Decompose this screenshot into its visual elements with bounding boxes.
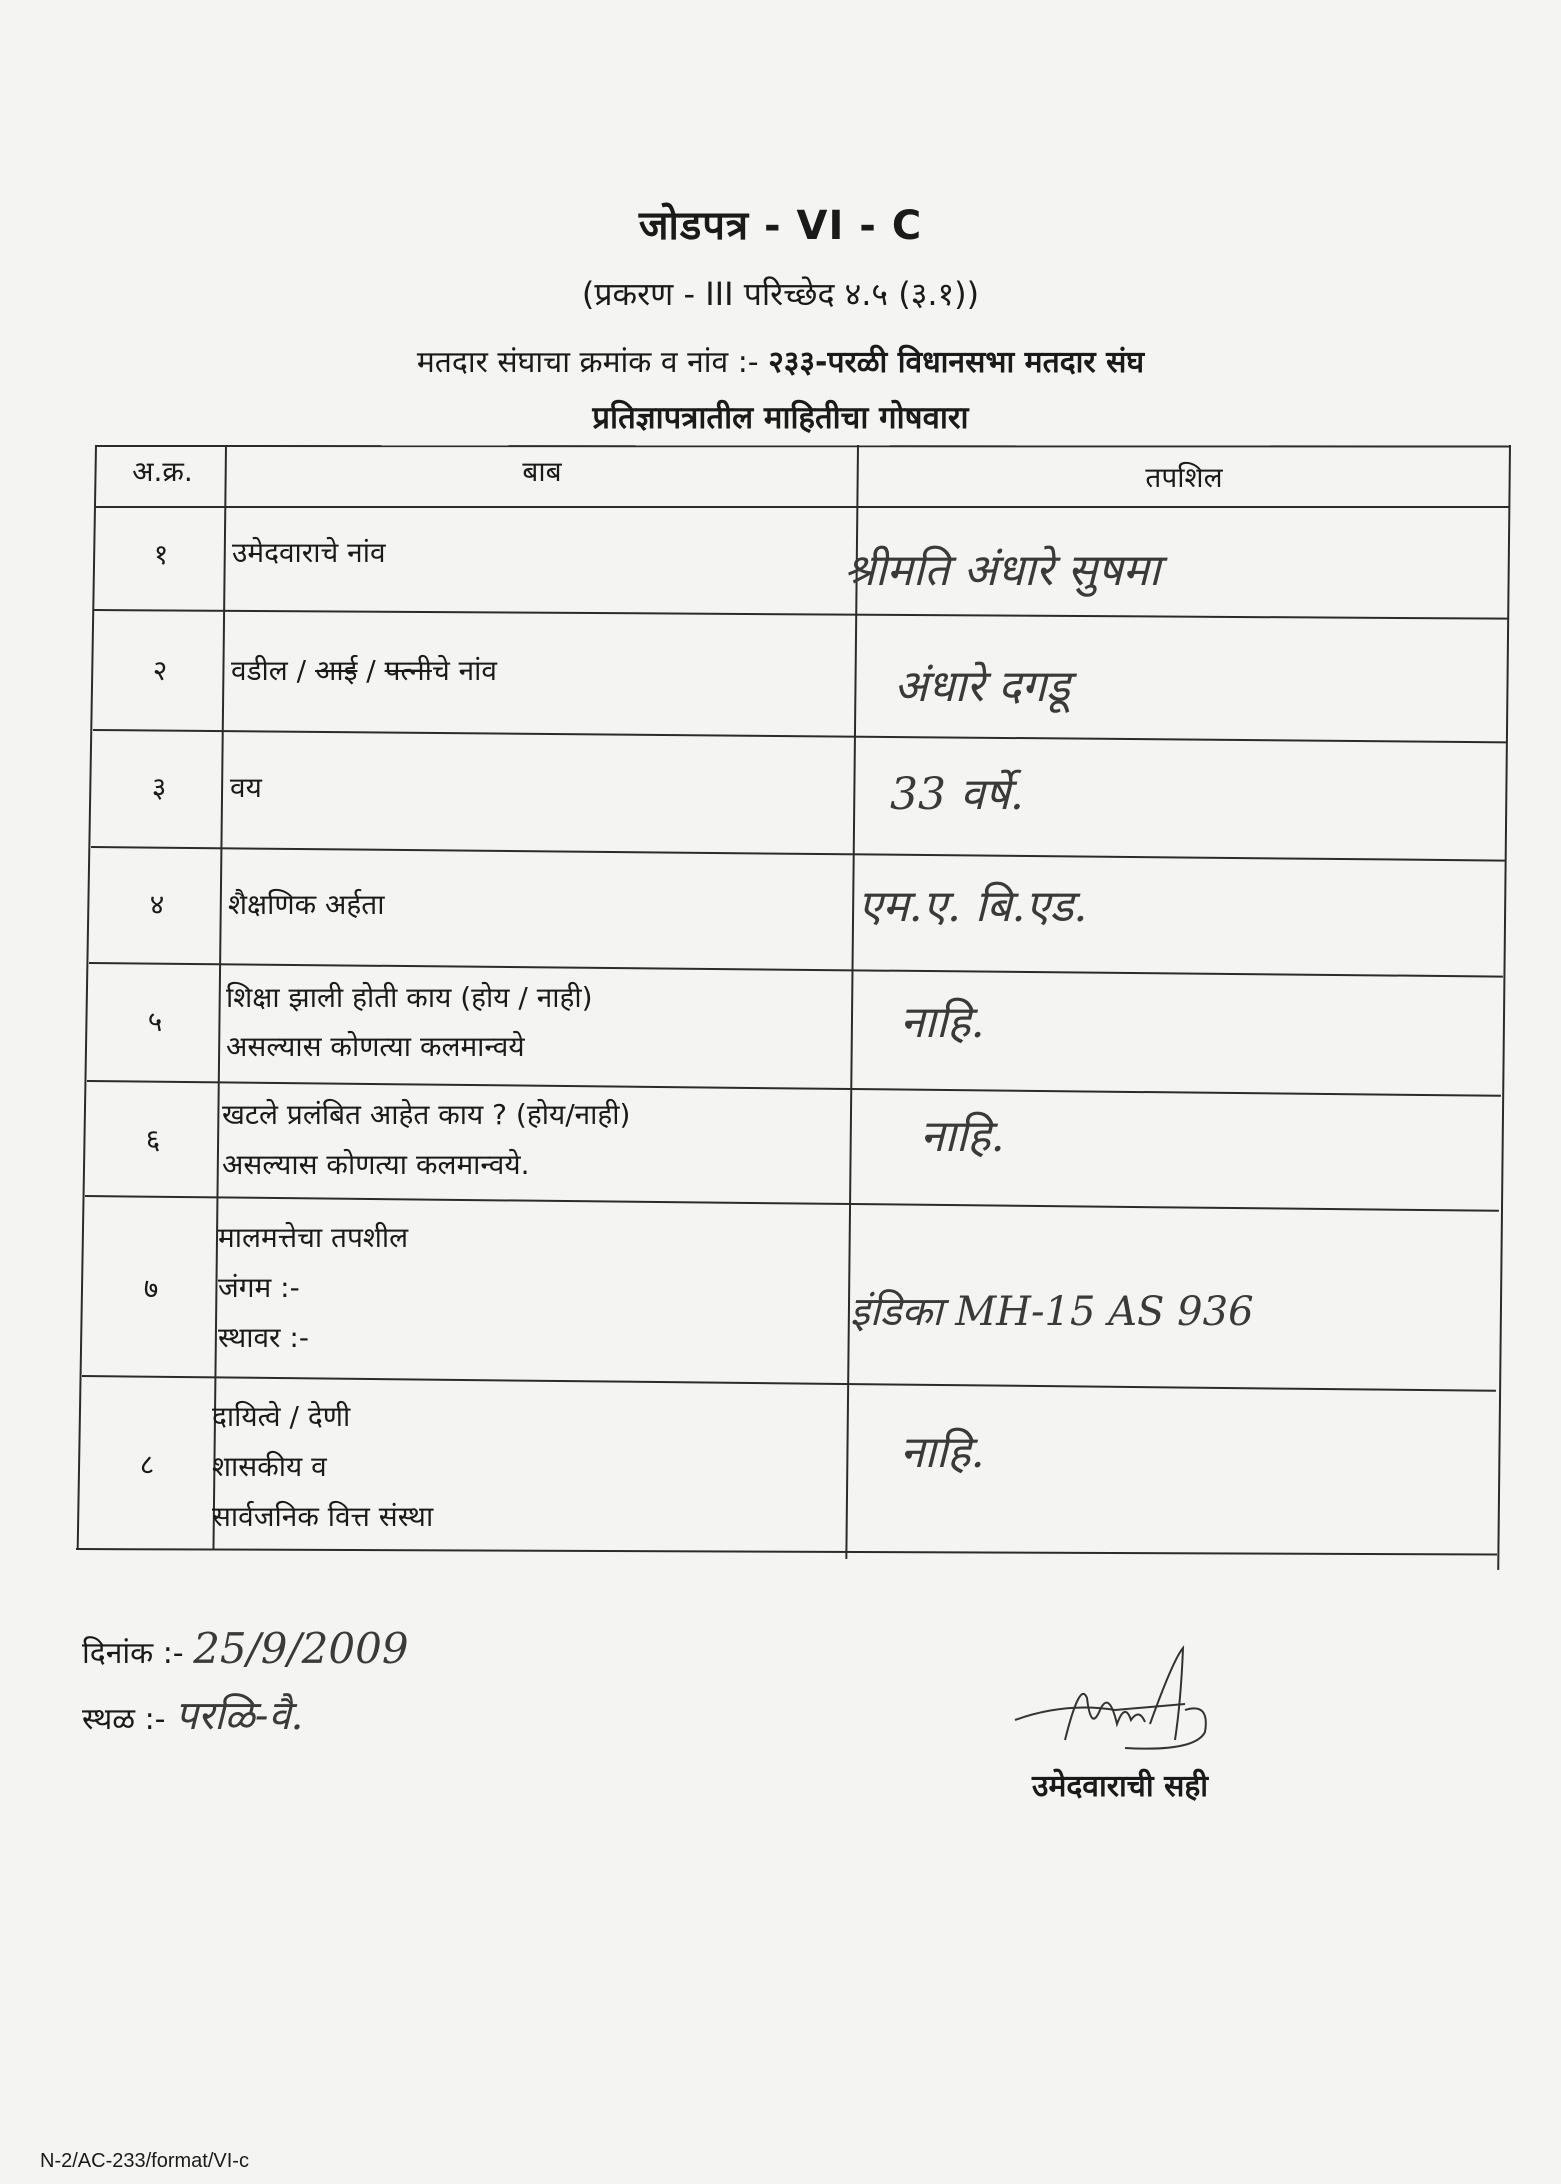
summary-title: प्रतिज्ञापत्रातील माहितीचा गोषवारा: [592, 400, 969, 436]
row-3-item: वय: [230, 771, 262, 804]
row-2-item-struck-wife: पत्नी: [384, 654, 432, 687]
row-2-item: [231, 646, 497, 696]
row-8-serial: ८: [139, 1448, 155, 1481]
row-2-item-prefix: वडील /: [231, 654, 316, 687]
row-7-item-line-1: मालमत्तेचा तपशील: [218, 1221, 409, 1254]
table-divider-row: [94, 609, 1509, 620]
row-3-detail: 33 वर्षे.: [890, 769, 1024, 820]
row-2-detail: अंधारे दगडू: [894, 661, 1070, 712]
date-label: दिनांक :-: [82, 1636, 184, 1671]
constituency-value: २३३-परळी विधानसभा मतदार संघ: [768, 345, 1145, 380]
row-6-item-line-2: असल्यास कोणत्या कलमान्वये.: [222, 1148, 530, 1181]
row-3-serial: ३: [151, 771, 167, 804]
signature-image: [1005, 1640, 1265, 1770]
row-1-detail: श्रीमति अंधारे सुषमा: [844, 545, 1161, 596]
row-2-serial: २: [152, 654, 168, 687]
header-item: बाब: [522, 455, 562, 488]
form-code: N-2/AC-233/format/VI-c: [40, 2150, 249, 2172]
row-2-item-struck-mother: आई: [315, 654, 358, 687]
row-8-detail: नाहि.: [900, 1427, 985, 1478]
date-value: 25/9/2009: [193, 1624, 409, 1673]
place-line: [82, 1686, 303, 1741]
row-1-item: उमेदवाराचे नांव: [232, 536, 386, 569]
row-4-detail: एम.ए. बि.एड.: [858, 881, 1088, 932]
row-5-serial: ५: [147, 1005, 163, 1038]
row-7-item-line-3: स्थावर :-: [218, 1321, 309, 1354]
row-5-detail: नाहि.: [900, 997, 985, 1048]
constituency-line: [0, 340, 1561, 381]
table-divider-col-2: [845, 445, 859, 1559]
table-divider-row: [95, 506, 1509, 508]
row-6-item-line-1: खटले प्रलंबित आहेत काय ? (होय/नाही): [222, 1098, 631, 1131]
row-2-item-suffix: चे नांव: [431, 654, 497, 687]
row-5-item-line-2: असल्यास कोणत्या कलमान्वये: [226, 1030, 525, 1063]
header-serial: अ.क्र.: [132, 455, 193, 488]
place-label: स्थळ :-: [82, 1702, 166, 1737]
table-border-bottom: [76, 1548, 1497, 1555]
row-6-serial: ६: [145, 1123, 161, 1156]
row-7-detail: इंडिका MH-15 AS 936: [850, 1289, 1254, 1335]
date-line: [82, 1624, 409, 1673]
signature-label: उमेदवाराची सही: [1032, 1769, 1209, 1804]
place-value: परळि-वै.: [175, 1693, 304, 1739]
row-8-item-line-3: सार्वजनिक वित्त संस्था: [212, 1500, 434, 1533]
row-4-serial: ४: [149, 888, 165, 921]
table-divider-row: [85, 1195, 1499, 1212]
row-5-item-line-1: शिक्षा झाली होती काय (होय / नाही): [226, 981, 593, 1014]
header-detail: तपशिल: [1145, 461, 1223, 494]
table-divider-row: [93, 729, 1507, 743]
table-divider-row: [91, 846, 1505, 862]
row-8-item-line-1: दायित्वे / देणी: [212, 1400, 351, 1433]
row-4-item: शैक्षणिक अर्हता: [228, 888, 385, 921]
table-divider-row: [82, 1375, 1496, 1392]
row-1-serial: १: [153, 538, 169, 571]
row-6-detail: नाहि.: [920, 1111, 1005, 1162]
row-8-item-line-2: शासकीय व: [212, 1450, 327, 1483]
row-7-serial: ७: [143, 1272, 159, 1305]
table-border-right: [1497, 445, 1511, 1570]
constituency-label: मतदार संघाचा क्रमांक व नांव :-: [416, 345, 759, 380]
row-7-item-line-2: जंगम :-: [218, 1271, 300, 1304]
page-title: जोडपत्र - VI - C: [638, 203, 923, 249]
row-2-item-mid: /: [357, 654, 385, 687]
page-subtitle: (प्रकरण - III परिच्छेद ४.५ (३.१)): [581, 275, 980, 313]
